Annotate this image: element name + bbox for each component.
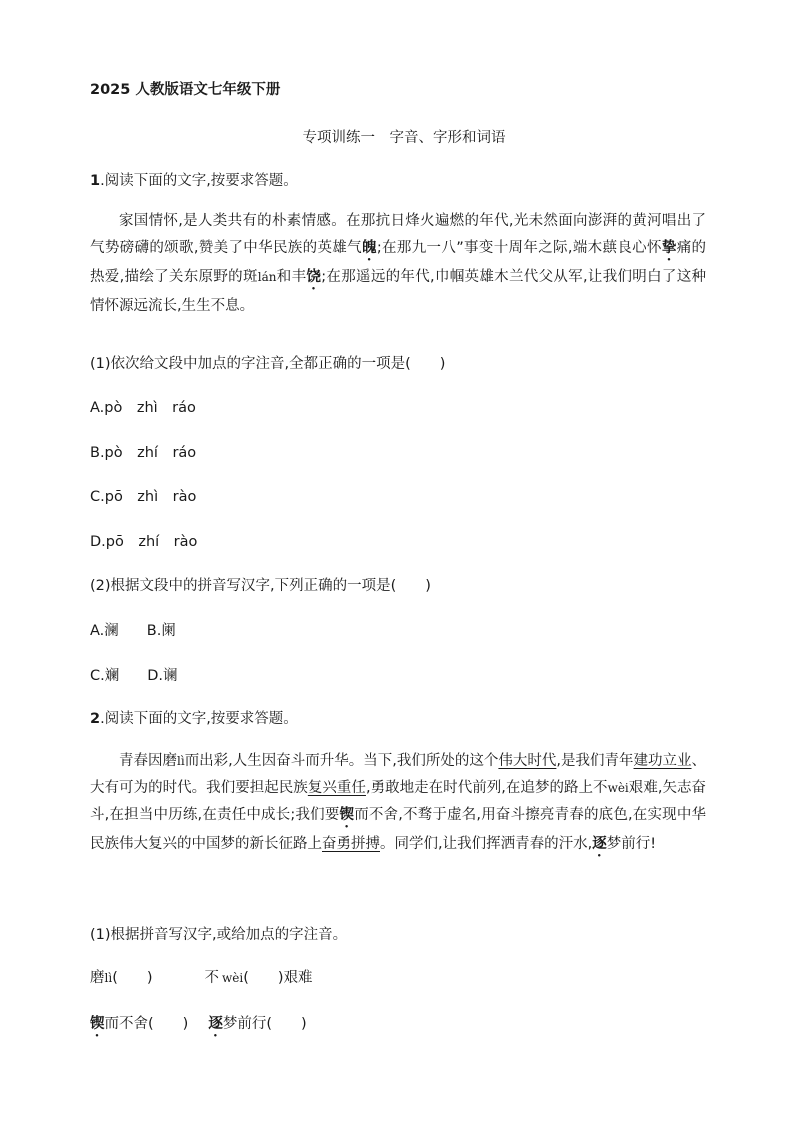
pinyin-prompt: lì xyxy=(104,971,113,985)
dotted-char: 饶 xyxy=(306,269,322,285)
question-2-sub-1-stem: (1)根据拼音写汉字,或给加点的字注音。 xyxy=(90,927,348,943)
underlined-phrase: 奋勇拼搏 xyxy=(322,836,380,852)
question-1-passage xyxy=(90,208,706,320)
passage-text: 而不舍,不骛于虚名,用奋斗擦亮青春的底色,在实现中华民族伟大复兴的中国梦的新长征路上 xyxy=(90,807,707,852)
option-c: C.pō zhì rào xyxy=(90,489,197,505)
option-a: A.澜 xyxy=(90,623,119,639)
pinyin-prompt: wèi xyxy=(222,971,244,985)
option-row-ab xyxy=(90,621,176,641)
passage-text: 。同学们,让我们挥洒青春的汗水, xyxy=(380,836,593,852)
question-intro-text: .阅读下面的文字,按要求答题。 xyxy=(100,711,298,727)
option-a: A.pò zhì ráo xyxy=(90,400,196,416)
answer-text: 艰难 xyxy=(283,970,313,986)
pinyin-prompt: wèi xyxy=(607,781,629,795)
question-2-passage xyxy=(90,748,706,860)
passage-text: ,勇敢地走在时代前列,在追梦的路上不 xyxy=(365,780,608,796)
dotted-char: 魄 xyxy=(361,240,377,256)
passage-text: ;在那九一八”事变十周年之际,端木蕻良心怀 xyxy=(376,240,662,256)
passage-text: 而出彩,人生因奋斗而升华。当下,我们所处的这个 xyxy=(184,753,499,769)
answer-blank: 而不舍( ) xyxy=(104,1016,189,1032)
pinyin-prompt: lán xyxy=(257,270,277,284)
question-intro-text: .阅读下面的文字,按要求答题。 xyxy=(100,173,298,189)
answer-row-1 xyxy=(90,968,313,988)
passage-text: 家国情怀,是人类共有的朴素情感。在那抗日烽火遍燃的年代,光未然面向澎湃的黄河唱出了气势磅礴的颂歌,赞美了中华民族的英雄气 xyxy=(90,213,706,256)
passage-text: 青春因磨 xyxy=(119,753,177,769)
passage-text: ,是我们青年 xyxy=(556,753,634,769)
answer-blank: ( ) xyxy=(243,970,284,986)
underlined-phrase: 复兴重任 xyxy=(307,780,366,796)
dotted-char: 逐 xyxy=(208,1016,223,1032)
answer-row-2 xyxy=(90,1014,307,1040)
answer-blank: ( ) xyxy=(112,970,153,986)
dotted-char: 锲 xyxy=(90,1016,105,1032)
pinyin-prompt: lì xyxy=(177,754,185,768)
option-c: C.斓 xyxy=(90,668,120,684)
option-row-cd xyxy=(90,666,178,686)
option-d: D.pō zhí rào xyxy=(90,534,198,550)
underlined-phrase: 建功立业 xyxy=(633,753,692,769)
answer-text: 不 xyxy=(204,970,220,986)
option-b: B.pò zhí ráo xyxy=(90,445,197,461)
passage-text: 梦前行! xyxy=(606,836,657,852)
passage-text: 、大有可为的时代。我们要担起民族 xyxy=(90,753,707,796)
dotted-char: 逐 xyxy=(592,836,607,852)
answer-item-a xyxy=(90,970,153,986)
answer-text: 磨 xyxy=(90,970,105,986)
document-header: 2025 人教版语文七年级下册 xyxy=(90,82,281,98)
passage-text: 和丰 xyxy=(276,269,307,285)
question-1-sub-1-stem: (1)依次给文段中加点的字注音,全都正确的一项是( ) xyxy=(90,356,446,372)
question-1-sub-2-stem: (2)根据文段中的拼音写汉字,下列正确的一项是( ) xyxy=(90,578,431,594)
passage-text: ;在那遥远的年代,巾帼英雄木兰代父从军,让我们明白了这种情怀源远流长,生生不息。 xyxy=(90,269,707,314)
option-b: B.阑 xyxy=(146,623,176,639)
answer-item-d xyxy=(208,1016,306,1032)
answer-blank: 梦前行( ) xyxy=(222,1016,307,1032)
underlined-phrase: 伟大时代 xyxy=(498,753,557,769)
question-number: 2 xyxy=(90,711,101,727)
passage-text: 艰难,矢志奋斗,在担当中历练,在责任中成长;我们要 xyxy=(90,780,707,823)
answer-item-c xyxy=(90,1016,188,1032)
question-number: 1 xyxy=(90,173,101,189)
question-2-intro xyxy=(90,709,298,729)
answer-item-b xyxy=(205,970,313,986)
page-title: 专项训练一 字音、字形和词语 xyxy=(302,130,506,146)
option-d: D.谰 xyxy=(147,668,178,684)
question-1-intro xyxy=(90,171,298,191)
passage-text: 痛的热爱,描绘了关东原野的斑 xyxy=(90,240,707,285)
dotted-char: 挚 xyxy=(661,240,677,256)
dotted-char: 锲 xyxy=(339,807,355,823)
